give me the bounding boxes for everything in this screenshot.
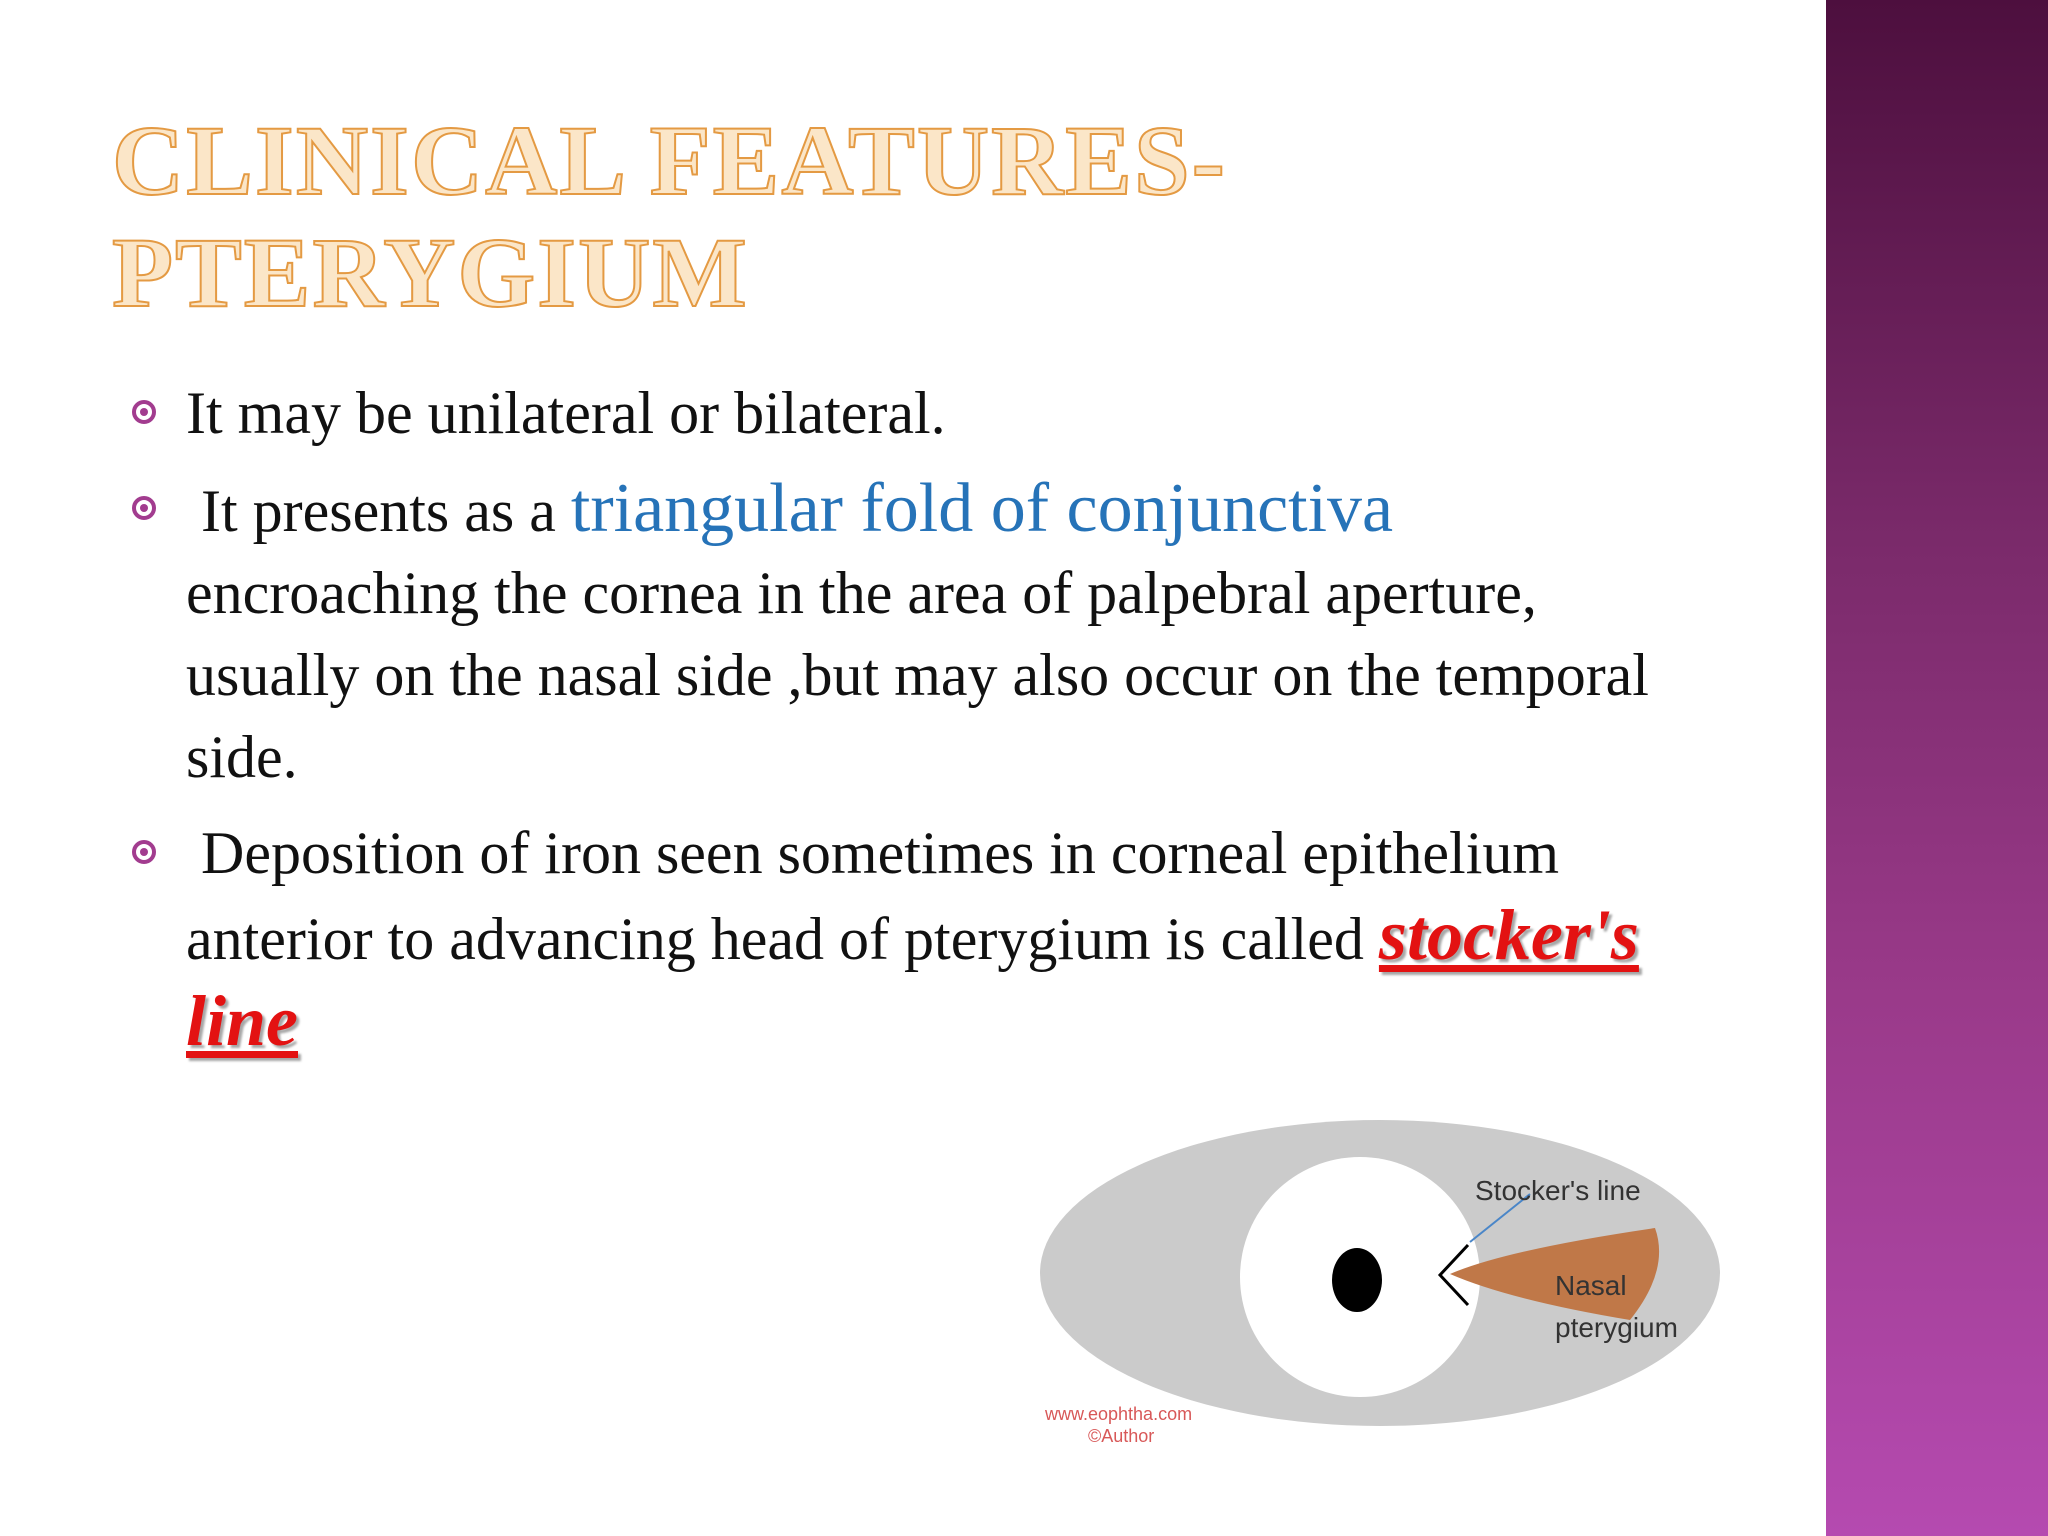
watermark-line-2: ©Author: [1088, 1426, 1155, 1446]
bullet-item-3: [120, 812, 1680, 1066]
bullet-2-highlight: triangular fold of conjunctiva: [570, 470, 1394, 547]
bullet-item-1: [120, 372, 1680, 454]
bullet-item-2: [120, 468, 1680, 798]
watermark-line-1: www.eophtha.com: [1045, 1404, 1193, 1424]
circled-dot-icon: [132, 400, 156, 424]
bullet-3-text-pre: Deposition of iron seen sometimes in corneal epithelium anterior to advancing head of pterygium is called: [186, 820, 1575, 972]
bullet-1-text: It may be unilateral or bilateral.: [186, 380, 946, 446]
bullet-list: [120, 372, 1680, 1066]
circled-dot-icon: [132, 840, 156, 864]
title-line-2: PTERYGIUM: [112, 217, 749, 328]
pterygium-label: pterygium: [1555, 1312, 1678, 1343]
pupil: [1332, 1248, 1382, 1312]
nasal-label: Nasal: [1555, 1270, 1627, 1301]
stockers-line-term: stocker's line: [186, 895, 1639, 1061]
bullet-2-text-pre: It presents as a: [186, 478, 571, 544]
pterygium-diagram: [1030, 1120, 1730, 1500]
title-line-1: CLINICAL FEATURES-: [112, 105, 1227, 216]
slide-title: [112, 105, 1412, 329]
circled-dot-icon: [132, 496, 156, 520]
decorative-side-band: [1826, 0, 2048, 1536]
bullet-2-text-post: encroaching the cornea in the area of palpebral aperture, usually on the nasal side ,but may also occur on the temporal side.: [186, 560, 1649, 790]
stockers-line-label: Stocker's line: [1475, 1175, 1641, 1206]
